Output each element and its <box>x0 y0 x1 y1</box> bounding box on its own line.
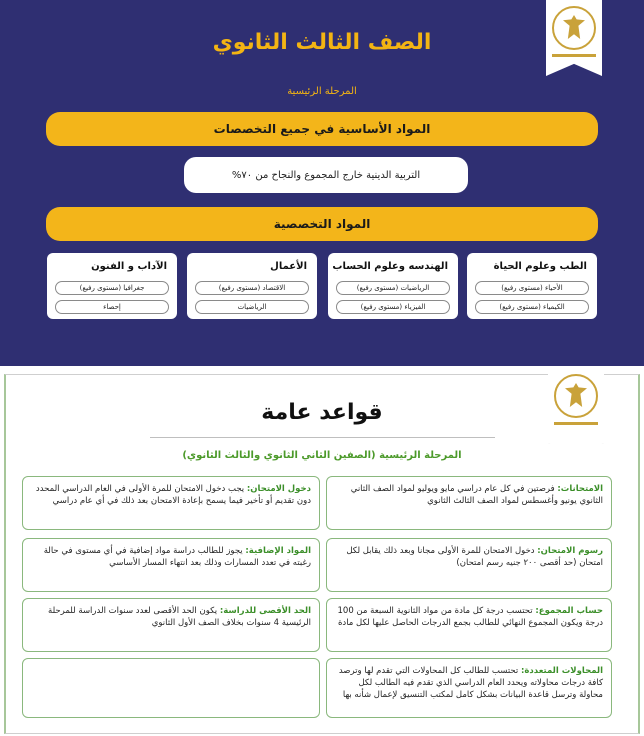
rules-title: قواعد عامة <box>261 400 383 425</box>
subject-pill: الرياضيات (مستوى رفيع) <box>336 281 450 295</box>
slide-subtitle: المرحلة الرئيسية <box>287 86 357 97</box>
track-name: الأعمال <box>270 261 307 272</box>
rules-subtitle: المرحلة الرئيسية (الصفين الثاني الثانوي والثالث الثانوي) <box>182 450 462 461</box>
subject-pill: جغرافيا (مستوى رفيع) <box>55 281 169 295</box>
rule-label: المواد الإضافية: <box>245 546 311 556</box>
rule-box-exams <box>326 476 612 530</box>
specialized-subjects-bar: المواد التخصصية <box>46 207 598 241</box>
track-card-business <box>187 253 317 319</box>
rule-text: فرصتين في كل عام دراسي مايو ويوليو لمواد الصف الثاني الثانوي يونيو وأغسطس لمواد الصف الثالث الثانوي <box>350 484 603 506</box>
track-name: الطب وعلوم الحياة <box>493 261 587 272</box>
rule-box-attempts <box>326 658 612 718</box>
rule-box-total <box>326 598 612 652</box>
slide-title: الصف الثالث الثانوي <box>212 30 432 55</box>
subject-pill: الكيمياء (مستوى رفيع) <box>475 300 589 314</box>
rule-label: المحاولات المتعددة: <box>521 666 603 676</box>
rule-label: الامتحانات: <box>557 484 603 494</box>
subject-pill: الفيزياء (مستوى رفيع) <box>336 300 450 314</box>
title-divider <box>150 437 495 438</box>
rule-text: تحتسب للطالب كل المحاولات التي تقدم لها وترصد كافة درجات محاولاته ويحدد العام الدراسي الذي تقدم فيه الطالب لكل محاولة وترسل قاعدة البيانات بشكل كامل لمكتب التنسيق لإعمال شأنه بها <box>338 666 603 700</box>
track-card-engineering <box>328 253 458 319</box>
rule-label: حساب المجموع: <box>535 606 603 616</box>
subject-pill: الأحياء (مستوى رفيع) <box>475 281 589 295</box>
rule-label: رسوم الامتحان: <box>537 546 603 556</box>
religion-note-box: التربية الدينية خارج المجموع والنجاح من ٧٠% <box>184 157 468 193</box>
rule-box-empty <box>22 658 320 718</box>
rule-text: يكون الحد الأقصى لعدد سنوات الدراسة للمرحلة الرئيسية 4 سنوات بخلاف الصف الأول الثانوي <box>48 606 311 628</box>
core-subjects-bar: المواد الأساسية في جميع التخصصات <box>46 112 598 146</box>
rule-label: دخول الامتحان: <box>246 484 311 494</box>
rule-box-entry <box>22 476 320 530</box>
rule-box-extra-subjects <box>22 538 320 592</box>
subject-pill: الاقتصاد (مستوى رفيع) <box>195 281 309 295</box>
rule-text: تحتسب درجة كل مادة من مواد الثانوية السبعة من 100 درجة ويكون المجموع النهائي للطالب بجمع الدرجات الحاصل عليها لكل مادة <box>337 606 603 628</box>
rule-text: يجب دخول الامتحان للمرة الأولى في العام الدراسي المحدد دون تقديم أو تأخير فيما يسمح بإعادة الامتحان بعد ذلك في أي عام دراسي <box>35 484 311 506</box>
track-name: الهندسه وعلوم الحساب <box>332 261 448 272</box>
rule-text: يجوز للطالب دراسة مواد إضافية في أي مستوى في حالة رغبته في تعدد المسارات وذلك بعد انتهاء المسار الأساسي <box>43 546 311 568</box>
subject-pill: إحصاء <box>55 300 169 314</box>
track-name: الآداب و الفنون <box>91 261 167 272</box>
subject-pill: الرياضيات <box>195 300 309 314</box>
rule-box-max-years <box>22 598 320 652</box>
rule-label: الحد الأقصى للدراسة: <box>219 606 311 616</box>
rule-box-fees <box>326 538 612 592</box>
track-card-arts <box>47 253 177 319</box>
rule-text: دخول الامتحان للمرة الأولى مجانا وبعد ذلك يقابل لكل امتحان (حد أقصى ٢٠٠ جنيه رسم امتحان) <box>346 546 603 568</box>
track-card-medicine <box>467 253 597 319</box>
